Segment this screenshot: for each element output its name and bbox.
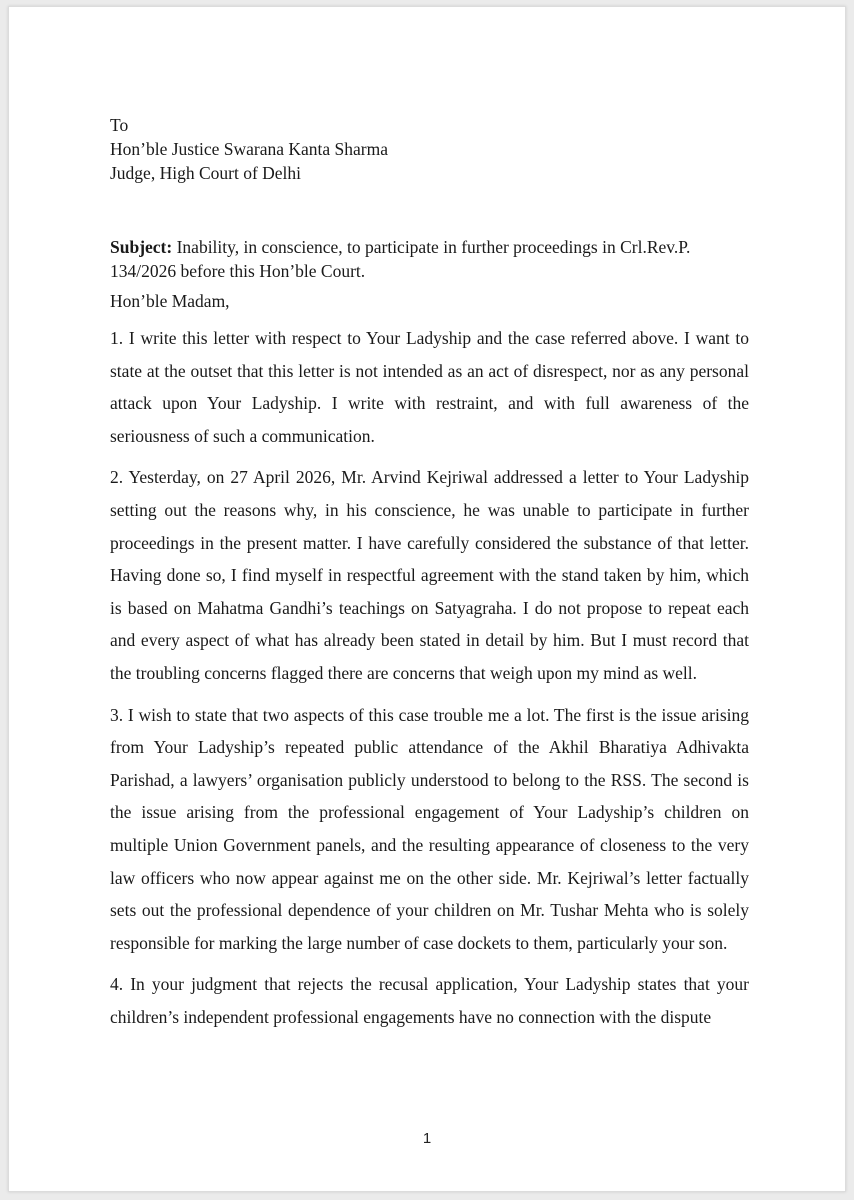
paragraph-3: 3. I wish to state that two aspects of this case trouble me a lot. The first is the issue arising from Your Ladyship’s repeated public attendance of the Akhil Bharatiya Adhivakta Parishad, a lawyers’ organisation publicly understood to belong to the RSS. The second is the issue arising from the professional engagement of Your Ladyship’s children on multiple Union Government panels, and the resulting appearance of closeness to the very law officers who now appear against me on the other side. Mr. Kejriwal’s letter factually sets out the professional dependence of your children on Mr. Tushar Mehta who is solely responsible for marking the large number of case dockets to them, particularly your son.	[110, 704, 749, 953]
document-page	[8, 6, 846, 1192]
salutation: Hon’ble Madam,	[110, 291, 230, 311]
addressee-designation: Judge, High Court of Delhi	[110, 163, 302, 183]
subject-line	[110, 235, 749, 283]
page-number: 1	[422, 1130, 432, 1147]
address-to: To	[110, 115, 129, 135]
address-block	[110, 113, 749, 185]
addressee-name: Hon’ble Justice Swarana Kanta Sharma	[110, 139, 388, 159]
paragraph-2: 2. Yesterday, on 27 April 2026, Mr. Arvind Kejriwal addressed a letter to Your Ladyship setting out the reasons why, in his conscience, he was unable to participate in further proceedings in the present matter. I have carefully considered the substance of that letter. Having done so, I find myself in respectful agreement with the stand taken by him, which is based on Mahatma Gandhi’s teachings on Satyagraha. I do not propose to repeat each and every aspect of what has already been stated in detail by him. But I must record that the troubling concerns flagged there are concerns that weigh upon my mind as well.	[110, 467, 749, 683]
subject-text: Inability, in conscience, to participate in further proceedings in Crl.Rev.P. 134/2026 before this Hon’ble Court.	[110, 237, 691, 281]
paragraph-1: 1. I write this letter with respect to Your Ladyship and the case referred above. I want to state at the outset that this letter is not intended as an act of disrespect, nor as any personal attack upon Your Ladyship. I write with restraint, and with full awareness of the seriousness of such a communication.	[110, 328, 749, 446]
subject-label: Subject:	[110, 237, 173, 257]
letter-body	[110, 113, 749, 1033]
paragraph-4: 4. In your judgment that rejects the recusal application, Your Ladyship states that your children’s independent professional engagements have no connection with the dispute	[110, 974, 749, 1027]
